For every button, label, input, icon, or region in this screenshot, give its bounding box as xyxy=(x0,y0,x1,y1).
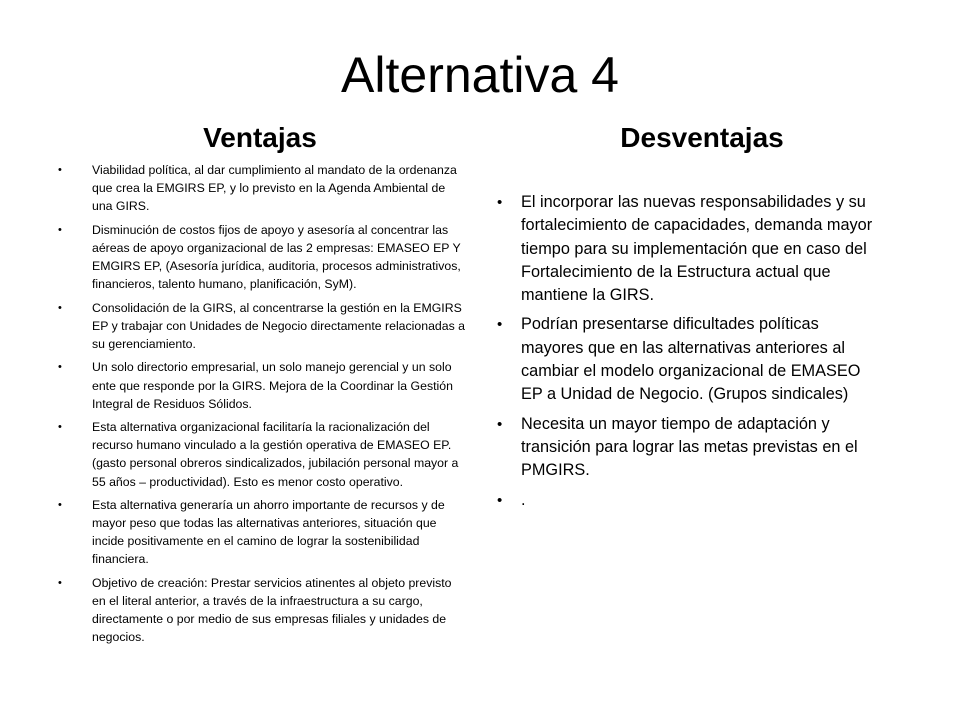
bullet-icon: • xyxy=(497,194,503,211)
ventajas-list xyxy=(58,161,466,652)
ventajas-item-text: Esta alternativa generaría un ahorro importante de recursos y de mayor peso que todas las alternativas anteriores, situación que incide positivamente en el camino de lograr la sostenibilidad financiera. xyxy=(92,498,445,567)
ventajas-item-text: Disminución de costos fijos de apoyo y asesoría al concentrar las aéreas de apoyo organizacional de las 2 empresas: EMASEO EP Y EMGIRS EP, (Asesoría jurídica, auditoria, procesos administrativos, financieros, talento humano, planificación, SyM). xyxy=(92,222,461,292)
bullet-icon: • xyxy=(58,576,62,589)
ventajas-item xyxy=(58,574,466,646)
desventajas-list xyxy=(497,191,882,518)
bullet-icon: • xyxy=(58,361,62,374)
ventajas-item-text: Viabilidad política, al dar cumplimiento al mandato de la ordenanza que crea la EMGIRS EP, y lo previsto en la Agenda Ambiental de una GIRS. xyxy=(92,163,457,214)
desventajas-item-text: Podrían presentarse dificultades políticas mayores que en las alternativas anteriores al cambiar el modelo organizacional de EMASEO EP a Unidad de Negocio. (Grupos sindicales) xyxy=(521,315,861,404)
bullet-icon: • xyxy=(497,415,503,433)
ventajas-item xyxy=(58,358,466,412)
bullet-icon: • xyxy=(58,223,62,236)
desventajas-item-text: Necesita un mayor tiempo de adaptación y transición para lograr las metas previstas en el PMGIRS. xyxy=(521,414,858,480)
ventajas-item-text: Esta alternativa organizacional facilitaría la racionalización del recurso humano vinculado a la gestión operativa de EMASEO EP. (gasto personal obreros sindicalizados, jubilación personal mayor a 55 años – productividad). Esto es menor costo operativo. xyxy=(92,420,459,489)
slide-title: Alternativa 4 xyxy=(341,47,619,103)
ventajas-item-text: Un solo directorio empresarial, un solo manejo gerencial y un solo ente que responde por la GIRS. Mejora de la Coordinar la Gestión Integral de Residuos Sólidos. xyxy=(92,360,453,411)
ventajas-item-text: Consolidación de la GIRS, al concentrarse la gestión en la EMGIRS EP y trabajar con Unidades de Negocio directamente relacionadas a su gerenciamiento. xyxy=(92,300,466,351)
bullet-icon: • xyxy=(497,316,503,334)
bullet-icon: • xyxy=(58,164,62,176)
ventajas-item xyxy=(58,161,466,215)
desventajas-heading: Desventajas xyxy=(620,122,784,153)
desventajas-item-text: . xyxy=(521,490,526,509)
bullet-icon: • xyxy=(58,421,62,434)
desventajas-item xyxy=(497,413,882,483)
bullet-icon: • xyxy=(497,491,503,509)
ventajas-item xyxy=(58,299,466,353)
bullet-icon: • xyxy=(58,499,62,512)
bullet-icon: • xyxy=(58,301,62,314)
desventajas-item xyxy=(497,313,882,406)
desventajas-item xyxy=(497,191,882,307)
ventajas-item xyxy=(58,418,466,490)
ventajas-item xyxy=(58,221,466,293)
desventajas-item xyxy=(497,489,882,512)
ventajas-item xyxy=(58,496,466,568)
ventajas-item-text: Objetivo de creación: Prestar servicios atinentes al objeto previsto en el literal anterior, a través de la infraestructura a su cargo, directamente o por medio de sus empresas filiales y unidades de negocios. xyxy=(92,575,452,645)
ventajas-heading: Ventajas xyxy=(203,122,317,153)
desventajas-item-text: El incorporar las nuevas responsabilidades y su fortalecimiento de capacidades, demanda mayor tiempo para su implementación que en caso del Fortalecimiento de la Estructura actual que mantiene la GIRS. xyxy=(521,193,873,305)
